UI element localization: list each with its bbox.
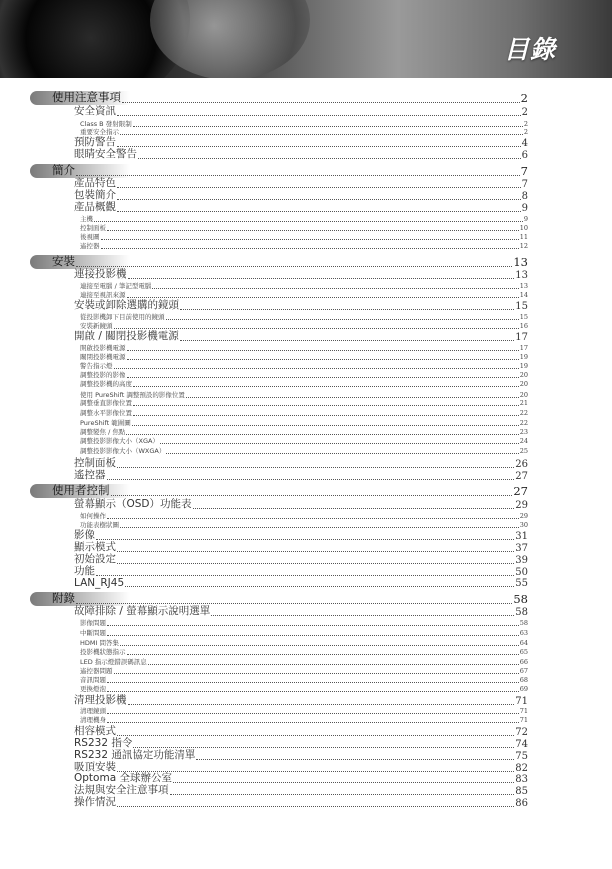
toc-page-number: 72 (515, 727, 528, 738)
toc-page-number: 16 (519, 322, 528, 330)
toc-entry-title: 調整水平影像位置 (80, 409, 132, 417)
toc-page-number: 31 (515, 531, 528, 542)
dot-leader (94, 221, 523, 222)
toc-section[interactable] (74, 797, 528, 809)
toc-page-number: 82 (515, 763, 528, 774)
dot-leader (132, 425, 519, 426)
toc-section[interactable] (74, 137, 528, 149)
toc-section[interactable] (74, 470, 528, 482)
toc-entry-title: 投影機狀態指示 (80, 648, 126, 656)
toc-entry-title: 顯示模式 (74, 541, 116, 553)
toc-entry-title: 清理投影機 (74, 694, 127, 706)
toc-page-number: 29 (519, 512, 528, 520)
toc-entry-title: 後視圖 (80, 233, 100, 241)
toc-entry-title: 操作情況 (74, 796, 116, 808)
toc-subsection[interactable] (80, 352, 528, 361)
toc-page-number: 10 (519, 224, 528, 232)
toc-page-number: 37 (515, 543, 528, 554)
dot-leader (180, 309, 514, 310)
toc-entry-title: 主機 (80, 215, 93, 223)
toc-page-number: 65 (519, 648, 528, 656)
toc-subsection[interactable] (80, 715, 528, 724)
toc-entry-title: 安全資訊 (74, 105, 116, 117)
toc-page-number: 14 (519, 291, 528, 299)
dot-leader (193, 508, 515, 509)
dot-leader (96, 575, 514, 576)
toc-section[interactable] (74, 202, 528, 214)
toc-section[interactable] (74, 190, 528, 202)
toc-page-number: 75 (515, 751, 528, 762)
toc-entry-title: 遙控器 (80, 242, 100, 250)
dot-leader (114, 368, 519, 369)
toc-entry-title: 使用者控制 (52, 483, 110, 497)
dot-leader (101, 239, 519, 240)
toc-section[interactable] (74, 554, 528, 566)
toc-entry-title: 調整垂直影像位置 (80, 399, 132, 407)
dot-leader (117, 735, 514, 736)
toc-page-number: 22 (519, 419, 528, 427)
dot-leader (117, 771, 514, 772)
dot-leader (173, 782, 514, 783)
toc-section[interactable] (74, 458, 528, 470)
dot-leader (125, 586, 514, 587)
toc-entry-title: Optoma 全球辦公室 (74, 772, 172, 784)
toc-section[interactable] (74, 178, 528, 190)
toc-page-number: 71 (519, 707, 528, 715)
toc-entry-title: 功能表樹狀圖 (80, 521, 119, 529)
toc-page-number: 20 (519, 391, 528, 399)
toc-subsection[interactable] (80, 408, 528, 417)
dot-leader (117, 146, 521, 147)
toc-entry-title: 螢幕顯示（OSD）功能表 (74, 498, 192, 510)
dot-leader (117, 806, 514, 807)
toc-page-number: 23 (519, 428, 528, 436)
toc-entry-title: 控制面板 (74, 457, 116, 469)
toc-entry-title: 音訊問題 (80, 676, 106, 684)
toc-entry-title: PureShift 範圍圖 (80, 419, 131, 427)
toc-subsection[interactable] (80, 706, 528, 715)
toc-entry-title: 開啟 / 關閉投影機電源 (74, 330, 179, 342)
toc-entry-title: 使用注意事項 (52, 90, 121, 104)
toc-page-number: 27 (515, 471, 528, 482)
toc-entry-title: RS232 指令 (74, 737, 133, 749)
dot-leader (120, 645, 519, 646)
toc-subsection[interactable] (80, 379, 528, 388)
toc-entry-title: 安裝 (52, 254, 75, 268)
toc-page-number: 19 (519, 362, 528, 370)
dot-leader (196, 759, 514, 760)
toc-page-number: 64 (519, 639, 528, 647)
toc-entry-title: 連接投影機 (74, 268, 127, 280)
dot-leader (107, 691, 519, 692)
toc-page-number: 12 (519, 242, 528, 250)
toc-section[interactable] (74, 785, 528, 797)
toc-section[interactable] (74, 530, 528, 542)
toc-entry-title: 調整投影的影像 (80, 371, 126, 379)
toc-subsection[interactable] (80, 520, 528, 529)
toc-entry-title: 從投影機卸下目前使用的鏡頭 (80, 313, 165, 321)
toc-page-number: 17 (515, 332, 528, 343)
dot-leader (117, 467, 514, 468)
toc-entry-title: 使用 PureShift 調整預設的影像位置 (80, 391, 185, 399)
toc-entry-title: 相容模式 (74, 725, 116, 737)
dot-leader (166, 319, 519, 320)
dot-leader (107, 479, 515, 480)
toc-subsection[interactable] (80, 618, 528, 627)
toc-entry-title: 如何操作 (80, 512, 106, 520)
dot-leader (101, 248, 519, 249)
toc-entry-title: 調整投影機的高度 (80, 380, 132, 388)
dot-leader (76, 175, 520, 176)
toc-entry-title: 安裝新鏡頭 (80, 322, 113, 330)
dot-leader (128, 278, 515, 279)
toc-entry-title: 清理鏡頭 (80, 707, 106, 715)
dot-leader (133, 405, 519, 406)
toc-page-number: 22 (519, 409, 528, 417)
toc-page-number: 20 (519, 380, 528, 388)
toc-subsection[interactable] (80, 436, 528, 445)
toc-section[interactable] (74, 300, 528, 312)
toc-page-number: 7 (520, 164, 528, 178)
toc-subsection[interactable] (80, 223, 528, 232)
toc-page-number: 13 (513, 255, 528, 269)
dot-leader (122, 102, 520, 103)
toc-entry-title: RS232 通訊協定功能清單 (74, 749, 196, 761)
toc-page-number: 2 (523, 120, 528, 128)
toc-page-number: 21 (519, 399, 528, 407)
toc-page-number: 85 (515, 786, 528, 797)
toc-page-number: 19 (519, 353, 528, 361)
toc-entry-title: 連接至視訊來源 (80, 291, 126, 299)
toc-page-number: 13 (519, 282, 528, 290)
dot-leader (117, 211, 521, 212)
toc-entry-title: 簡介 (52, 163, 75, 177)
toc-page-number: 9 (521, 203, 528, 214)
toc-page-number: 9 (523, 215, 528, 223)
toc-page-number: 11 (519, 233, 528, 241)
toc-page-number: 29 (515, 500, 528, 511)
toc-section[interactable] (74, 577, 528, 589)
dot-leader (148, 664, 519, 665)
toc-entry-title: 法規與安全注意事項 (74, 784, 169, 796)
toc-page-number: 39 (515, 555, 528, 566)
dot-leader (120, 527, 519, 528)
dot-leader (127, 350, 519, 351)
toc-entry-title: 功能 (74, 565, 95, 577)
toc-subsection[interactable] (80, 418, 528, 427)
toc-page-number: 30 (519, 521, 528, 529)
toc-page-number: 24 (519, 437, 528, 445)
toc-section[interactable] (74, 149, 528, 161)
toc-page-number: 27 (513, 484, 528, 498)
toc-page-number: 26 (515, 459, 528, 470)
toc-subsection[interactable] (80, 628, 528, 637)
toc-section[interactable] (74, 331, 528, 343)
toc-page-number: 58 (515, 607, 528, 618)
dot-leader (76, 266, 512, 267)
toc-entry-title: 更換燈泡 (80, 685, 106, 693)
toc-section[interactable] (74, 499, 528, 511)
toc-entry-title: 中斷問題 (80, 629, 106, 637)
toc-section[interactable] (74, 106, 528, 118)
dot-leader (117, 563, 514, 564)
toc-page-number: 66 (519, 658, 528, 666)
toc-entry-title: LED 指示燈錯誤碼訊息 (80, 658, 147, 666)
toc-entry-title: 產品概觀 (74, 201, 116, 213)
toc-entry-title: 關閉投影機電源 (80, 353, 126, 361)
dot-leader (127, 377, 519, 378)
dot-leader (127, 654, 519, 655)
dot-leader (133, 386, 519, 387)
toc-entry-title: 初始設定 (74, 553, 116, 565)
toc-subsection[interactable] (80, 666, 528, 675)
toc-subsection[interactable] (80, 127, 528, 136)
dot-leader (107, 682, 519, 683)
toc-entry-title: 重要安全指示 (80, 128, 119, 136)
toc-section[interactable] (74, 750, 528, 762)
toc-section[interactable] (74, 606, 528, 618)
toc-page-number: 20 (519, 371, 528, 379)
toc-page-number: 2 (523, 128, 528, 136)
toc-subsection[interactable] (80, 446, 528, 455)
dot-leader (107, 518, 519, 519)
dot-leader (117, 199, 521, 200)
toc-page-number: 74 (515, 739, 528, 750)
toc-entry-title: 調整投影影像大小（XGA） (80, 437, 159, 445)
toc-page-number: 50 (515, 567, 528, 578)
toc-entry-title: 眼睛安全警告 (74, 148, 137, 160)
dot-leader (107, 625, 519, 626)
toc-page-number: 58 (519, 619, 528, 627)
dot-leader (107, 635, 519, 636)
toc-page-number: 2 (521, 107, 528, 118)
toc-entry-title: 開啟投影機電源 (80, 344, 126, 352)
toc-page-number: 67 (519, 667, 528, 675)
toc-subsection[interactable] (80, 361, 528, 370)
toc-entry-title: 連接至電腦 / 筆記型電腦 (80, 282, 152, 290)
dot-leader (117, 551, 514, 552)
toc-subsection[interactable] (80, 657, 528, 666)
toc-entry-title: 清理機身 (80, 716, 106, 724)
toc-page-number: 13 (515, 270, 528, 281)
toc-section[interactable] (74, 542, 528, 554)
toc-subsection[interactable] (80, 232, 528, 241)
toc-subsection[interactable] (80, 241, 528, 250)
toc-subsection[interactable] (80, 427, 528, 436)
toc-section[interactable] (74, 269, 528, 281)
toc-page-number: 6 (521, 150, 528, 161)
toc-entry-title: 吸頂安裝 (74, 761, 116, 773)
dot-leader (96, 539, 514, 540)
toc-subsection[interactable] (80, 684, 528, 693)
dot-leader (117, 187, 521, 188)
dot-leader (133, 415, 519, 416)
toc-page-number: 17 (519, 344, 528, 352)
toc-subsection[interactable] (80, 647, 528, 656)
dot-leader (107, 713, 519, 714)
dot-leader (138, 158, 521, 159)
toc-entry-title: 附錄 (52, 591, 75, 605)
toc-entry-title: 產品特色 (74, 177, 116, 189)
toc-entry-title: 影像 (74, 529, 95, 541)
toc-page-number: 25 (519, 447, 528, 455)
toc-page-number: 68 (519, 676, 528, 684)
dot-leader (152, 288, 518, 289)
toc-page-number: 71 (519, 716, 528, 724)
toc-entry-title: 影像問題 (80, 619, 106, 627)
toc-entry-title: Class B 發射限制 (80, 120, 132, 128)
dot-leader (170, 794, 515, 795)
toc-page-number: 83 (515, 774, 528, 785)
dot-leader (180, 340, 515, 341)
dot-leader (120, 134, 523, 135)
toc-entry-title: 警告指示燈 (80, 362, 113, 370)
toc-page-number: 8 (521, 191, 528, 202)
toc-page-number: 71 (515, 696, 528, 707)
dot-leader (114, 673, 519, 674)
toc-entry-title: HDMI 問答集 (80, 639, 119, 647)
toc-page-number: 4 (521, 138, 528, 149)
dot-leader (127, 359, 519, 360)
toc-page-number: 86 (515, 798, 528, 809)
toc-subsection[interactable] (80, 398, 528, 407)
toc-subsection[interactable] (80, 511, 528, 520)
toc-entry-title: 故障排除 / 螢幕顯示說明選單 (74, 605, 211, 617)
toc-page-number: 69 (519, 685, 528, 693)
dot-leader (107, 230, 519, 231)
toc-subsection[interactable] (80, 312, 528, 321)
toc-entry-title: 調整變焦 / 焦點 (80, 428, 126, 436)
page-title: 目錄 (503, 35, 556, 64)
toc-page-number: 7 (521, 179, 528, 190)
toc-page-number: 58 (513, 592, 528, 606)
dot-leader (126, 434, 518, 435)
toc-entry-title: 包裝簡介 (74, 189, 116, 201)
dot-leader (127, 297, 519, 298)
toc-page-number: 55 (515, 578, 528, 589)
toc-entry-title: 調整投影影像大小（WXGA） (80, 447, 166, 455)
toc-page-number: 63 (519, 629, 528, 637)
toc-page-number: 15 (515, 301, 528, 312)
toc-subsection[interactable] (80, 214, 528, 223)
dot-leader (160, 443, 519, 444)
dot-leader (211, 615, 514, 616)
toc-entry-title: LAN_RJ45 (74, 577, 125, 589)
dot-leader (117, 115, 521, 116)
toc-subsection[interactable] (80, 675, 528, 684)
dot-leader (128, 704, 515, 705)
toc-entry-title: 控制面板 (80, 224, 106, 232)
toc-entry-title: 遙控器問題 (80, 667, 113, 675)
toc-entry-title: 安裝或卸除選購的鏡頭 (74, 299, 179, 311)
toc-entry-title: 預防警告 (74, 136, 116, 148)
toc-entry-title: 遙控器 (74, 469, 106, 481)
dot-leader (107, 722, 519, 723)
toc-page-number: 15 (519, 313, 528, 321)
toc-page-number: 2 (520, 91, 528, 105)
toc-subsection[interactable] (80, 343, 528, 352)
toc-section[interactable] (74, 726, 528, 738)
toc-subsection[interactable] (80, 370, 528, 379)
toc-subsection[interactable] (80, 281, 528, 290)
toc-subsection[interactable] (80, 638, 528, 647)
dot-leader (166, 453, 518, 454)
